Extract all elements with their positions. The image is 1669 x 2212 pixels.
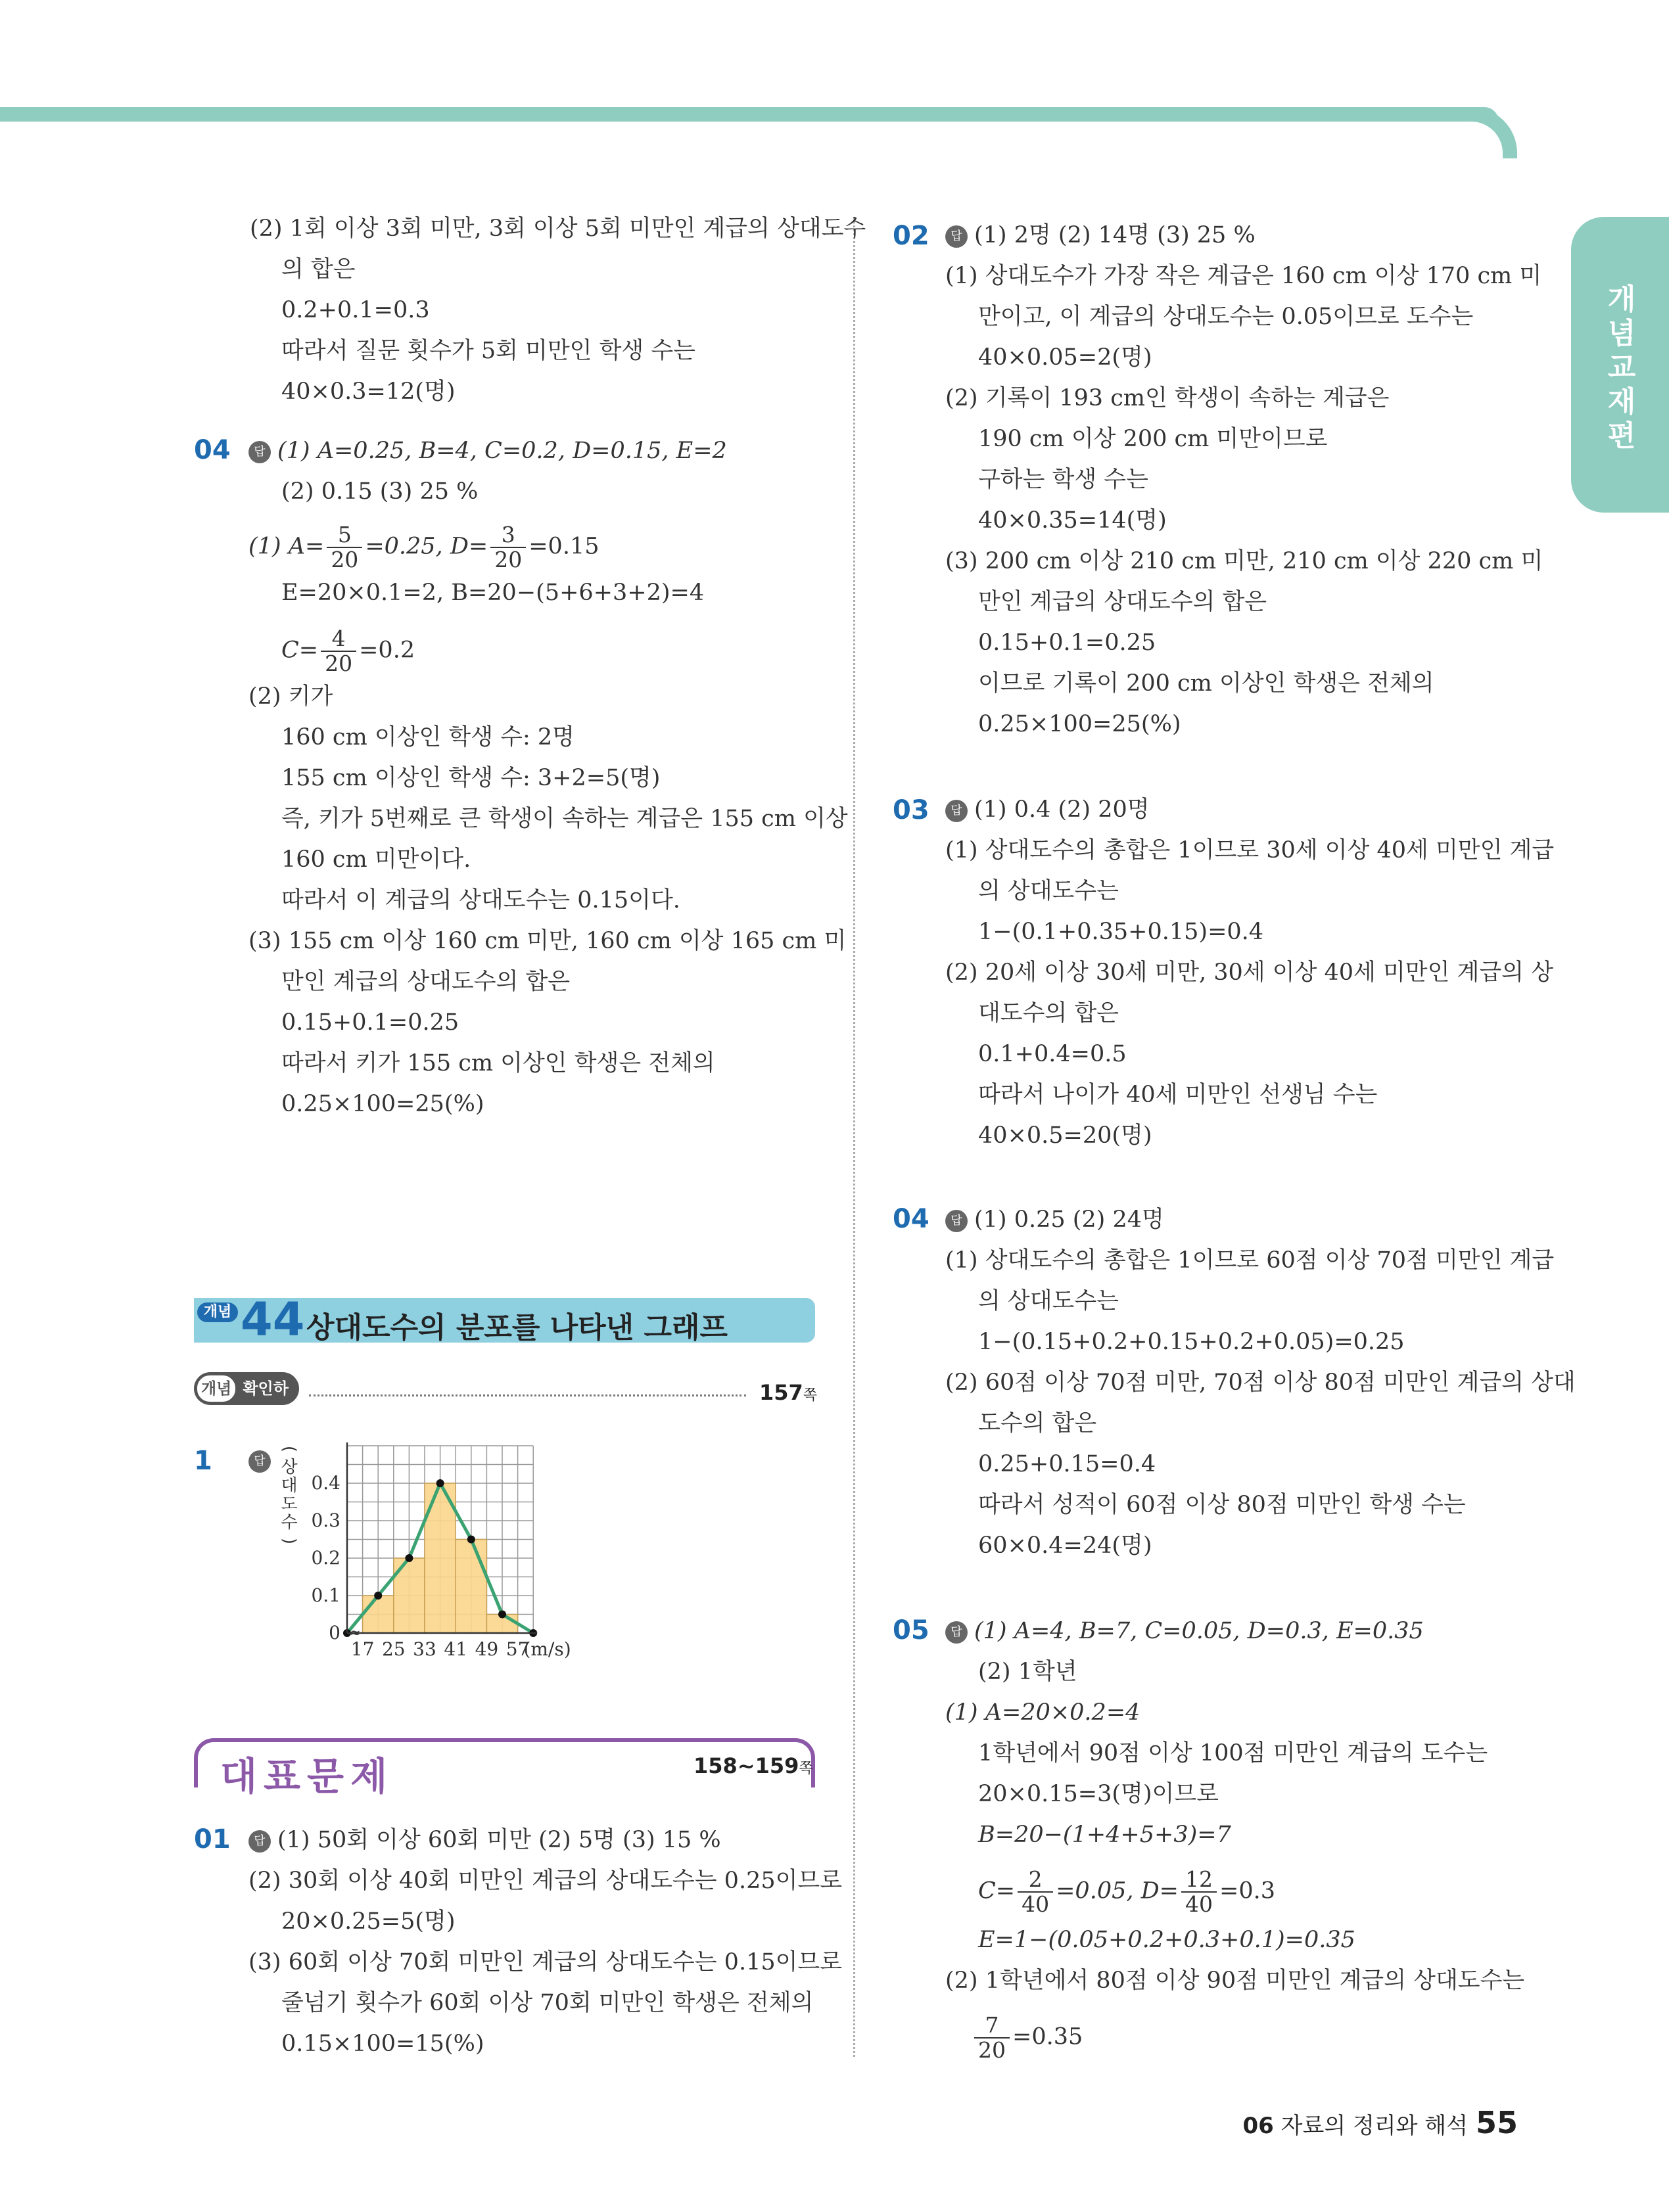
answer-icon: 답 [248, 1450, 271, 1473]
denominator: 40 [1185, 1891, 1213, 1917]
text-line: 따라서 성적이 60점 이상 80점 미만인 학생 수는 [978, 1492, 1466, 1518]
answer-text: (1) 0.4 (2) 20명 [974, 796, 1150, 823]
text-line: 따라서 질문 횟수가 5회 미만인 학생 수는 [281, 338, 695, 364]
text-line: (2) 1회 이상 3회 미만, 3회 이상 5회 미만인 계급의 상대도수 [250, 216, 866, 242]
polygon-point [498, 1611, 506, 1619]
x-tick-label: 57 [505, 1638, 530, 1660]
x-tick-label: 41 [444, 1638, 468, 1660]
section-title: 상대도수의 분포를 나타낸 그래프 [306, 1311, 728, 1345]
page-reference [693, 1753, 813, 1778]
problem-number: 05 [893, 1615, 929, 1646]
chapter-title: 자료의 정리와 해석 [1281, 2113, 1468, 2139]
text-line: (1) 상대도수의 총합은 1이므로 60점 이상 70점 미만인 계급 [945, 1247, 1555, 1274]
numerator: 7 [974, 2014, 1010, 2039]
concept-check-label [194, 1372, 299, 1431]
y-tick-label: 0 [329, 1622, 341, 1644]
side-tab-label: 개념교재편 [1607, 283, 1636, 453]
formula-line [978, 1868, 1275, 1916]
y-axis-label-char: 대 [281, 1476, 298, 1496]
text-line: 의 합은 [281, 256, 356, 283]
relative-frequency-chart [275, 1442, 617, 1666]
text-line: (2) 기록이 193 cm인 학생이 속하는 계급은 [945, 385, 1390, 411]
answer-icon: 답 [945, 1210, 968, 1232]
formula-text: C= [281, 637, 319, 664]
answer-icon: 답 [248, 1830, 271, 1853]
numerator: 3 [490, 523, 526, 548]
formula-text: =0.3 [1219, 1878, 1276, 1904]
text-line: (2) 1학년 [978, 1659, 1077, 1685]
y-axis-label-char: ( [279, 1445, 299, 1453]
formula-line: E=20×0.1=2, B=20−(5+6+3+2)=4 [281, 580, 705, 606]
page-unit: 쪽 [799, 1761, 813, 1777]
answer-line [248, 1446, 277, 1475]
answer-text: (1) 0.25 (2) 24명 [974, 1207, 1164, 1233]
formula-text: =0.05, D= [1056, 1878, 1179, 1904]
section-number: 44 [241, 1293, 305, 1347]
page-number: 55 [1475, 2105, 1518, 2140]
fraction [327, 523, 362, 572]
axis-break-mark: ≈ [350, 1624, 361, 1640]
text-line: (2) 30회 이상 40회 미만인 계급의 상대도수는 0.25이므로 [248, 1868, 843, 1894]
text-line: B=20−(1+4+5+3)=7 [978, 1822, 1231, 1848]
denominator: 20 [325, 651, 353, 676]
text-line: 20×0.15=3(명)이므로 [978, 1781, 1219, 1807]
histogram-bar [363, 1596, 394, 1633]
answer-icon: 답 [945, 800, 968, 822]
answer-icon: 답 [945, 225, 968, 248]
text-line: 0.25+0.15=0.4 [978, 1451, 1156, 1477]
text-line: 0.15×100=15(%) [281, 2031, 484, 2057]
text-line: (2) 60점 이상 70점 미만, 70점 이상 80점 미만인 계급의 상대 [945, 1370, 1576, 1396]
y-axis-label-char: 수 [281, 1513, 298, 1532]
text-line: 1−(0.1+0.35+0.15)=0.4 [978, 919, 1264, 945]
text-line: (2) 1학년에서 80점 이상 90점 미만인 계급의 상대도수는 [945, 1968, 1525, 1994]
x-tick-label: 17 [350, 1638, 375, 1660]
top-decoration-bar [0, 107, 1499, 122]
fraction [974, 2014, 1010, 2062]
text-line: 0.2+0.1=0.3 [281, 297, 430, 323]
formula-text: =0.25, D= [365, 533, 488, 560]
answer-line [248, 436, 727, 465]
page-reference [759, 1380, 817, 1405]
y-tick-label: 0.2 [311, 1547, 341, 1569]
problem-number: 02 [893, 221, 929, 251]
text-line: 도수의 합은 [978, 1410, 1097, 1437]
y-tick-label: 0.3 [311, 1509, 341, 1531]
denominator: 20 [978, 2037, 1006, 2063]
polygon-point [374, 1592, 382, 1600]
text-line: 의 상대도수는 [978, 878, 1119, 904]
y-tick-label: 0.4 [311, 1472, 341, 1494]
page-unit: 쪽 [803, 1387, 818, 1404]
y-axis-label-char: ) [279, 1537, 299, 1545]
answer-text: (1) 2명 (2) 14명 (3) 25 % [974, 222, 1256, 248]
denominator: 20 [331, 547, 359, 572]
formula-line [972, 2014, 1083, 2062]
text-line: (3) 200 cm 이상 210 cm 미만, 210 cm 이상 220 cm 미 [945, 548, 1543, 574]
numerator: 5 [327, 523, 362, 548]
x-tick-label: 49 [475, 1638, 499, 1660]
text-line: 40×0.35=14(명) [978, 507, 1167, 534]
formula-line: E=1−(0.05+0.2+0.3+0.1)=0.35 [978, 1927, 1355, 1953]
problem-number: 04 [893, 1204, 929, 1234]
polygon-point [436, 1479, 444, 1487]
answer-line [945, 1617, 1424, 1646]
answer-line [248, 1826, 721, 1855]
text-line: (1) A=20×0.2=4 [945, 1699, 1140, 1726]
fraction [490, 523, 526, 572]
histogram-bar [456, 1540, 486, 1634]
formula-line [248, 523, 599, 572]
concept-label: 개념 [195, 1373, 237, 1404]
text-line: 따라서 이 계급의 상대도수는 0.15이다. [281, 887, 680, 913]
text-line: (1) 상대도수가 가장 작은 계급은 160 cm 이상 170 cm 미 [945, 263, 1542, 289]
problem-number: 01 [194, 1824, 231, 1855]
formula-line [281, 627, 415, 676]
formula-text: =0.15 [529, 533, 599, 560]
column-divider [853, 217, 855, 2057]
formula-text: (1) A= [248, 533, 325, 560]
answer-line: (2) 0.15 (3) 25 % [281, 478, 479, 505]
text-line: (3) 60회 이상 70회 미만인 계급의 상대도수는 0.15이므로 [248, 1949, 843, 1975]
text-line: 따라서 나이가 40세 미만인 선생님 수는 [978, 1082, 1378, 1108]
text-line: 160 cm 이상인 학생 수: 2명 [281, 724, 575, 750]
text-line: 40×0.3=12(명) [281, 379, 456, 405]
text-line: 줄넘기 횟수가 60회 이상 70회 미만인 학생은 전체의 [281, 1990, 814, 2016]
denominator: 20 [494, 547, 523, 572]
answer-line [945, 795, 1150, 824]
fraction [1181, 1868, 1217, 1916]
answer-line [945, 221, 1256, 250]
text-line: 대도수의 합은 [978, 1000, 1119, 1026]
text-line: 만이고, 이 계급의 상대도수는 0.05이므로 도수는 [978, 304, 1474, 330]
problem-number: 04 [194, 435, 231, 465]
text-line: 0.25×100=25(%) [281, 1091, 484, 1117]
chapter-number: 06 [1242, 2113, 1274, 2139]
formula-text: =0.2 [359, 637, 415, 664]
section-badge: 개념 [197, 1302, 238, 1322]
problem-number: 1 [194, 1446, 212, 1476]
representative-problems-title: 대표문제 [220, 1754, 394, 1799]
text-line: (3) 155 cm 이상 160 cm 미만, 160 cm 이상 165 cm 미 [248, 928, 847, 954]
numerator: 2 [1018, 1868, 1053, 1893]
top-decoration-curve [1461, 107, 1517, 158]
formula-text: C= [978, 1878, 1016, 1904]
text-line: 60×0.4=24(명) [978, 1532, 1152, 1559]
polygon-point [405, 1554, 413, 1562]
answer-text: (1) A=4, B=7, C=0.05, D=0.3, E=0.35 [974, 1618, 1424, 1644]
x-axis-label: (m/s) [523, 1638, 571, 1660]
text-line: 만인 계급의 상대도수의 합은 [978, 589, 1267, 615]
x-tick-label: 33 [413, 1638, 436, 1660]
answer-text: (1) A=0.25, B=4, C=0.2, D=0.15, E=2 [277, 438, 727, 464]
answer-icon: 답 [945, 1621, 968, 1644]
text-line: 155 cm 이상인 학생 수: 3+2=5(명) [281, 765, 661, 791]
answer-text: (1) 50회 이상 60회 미만 (2) 5명 (3) 15 % [277, 1827, 721, 1853]
text-line: 의 상대도수는 [978, 1288, 1119, 1314]
text-line: 20×0.25=5(명) [281, 1908, 456, 1935]
answer-line [945, 1205, 1164, 1234]
text-line: 0.25×100=25(%) [978, 711, 1181, 737]
text-line: 1학년에서 90점 이상 100점 미만인 계급의 도수는 [978, 1740, 1488, 1766]
text-line: 0.15+0.1=0.25 [281, 1009, 459, 1036]
x-tick-label: 25 [381, 1638, 406, 1660]
problem-number: 03 [893, 795, 929, 825]
numerator: 12 [1181, 1868, 1217, 1893]
text-line: 만인 계급의 상대도수의 합은 [281, 969, 571, 995]
y-tick-label: 0.1 [311, 1584, 341, 1606]
page-range: 158~159 [693, 1753, 799, 1778]
text-line: (1) 상대도수의 총합은 1이므로 30세 이상 40세 미만인 계급 [945, 837, 1555, 864]
fraction [1018, 1868, 1053, 1916]
text-line: 160 cm 미만이다. [281, 846, 471, 873]
answer-icon: 답 [248, 441, 271, 463]
text-line: 0.1+0.4=0.5 [978, 1041, 1127, 1067]
y-axis-label-char: 상 [281, 1458, 298, 1477]
text-line: 40×0.05=2(명) [978, 344, 1152, 371]
page-footer [1242, 2105, 1518, 2140]
text-line: 190 cm 이상 200 cm 미만이므로 [978, 426, 1328, 452]
polygon-point [467, 1536, 475, 1544]
check-label: 확인하기 [194, 1379, 289, 1431]
text-line: (2) 키가 [248, 683, 333, 710]
text-line: 0.15+0.1=0.25 [978, 630, 1156, 656]
numerator: 4 [321, 627, 356, 652]
text-line: (2) 20세 이상 30세 미만, 30세 이상 40세 미만인 계급의 상 [945, 959, 1553, 986]
text-line: 1−(0.15+0.2+0.15+0.2+0.05)=0.25 [978, 1329, 1405, 1355]
text-line: 즉, 키가 5번째로 큰 학생이 속하는 계급은 155 cm 이상 [281, 806, 848, 832]
text-line: 구하는 학생 수는 [978, 467, 1148, 493]
denominator: 40 [1022, 1891, 1050, 1917]
fraction [321, 627, 356, 676]
text-line: 따라서 키가 155 cm 이상인 학생은 전체의 [281, 1050, 715, 1076]
dotted-leader [309, 1394, 746, 1396]
y-axis-label-char: 도 [281, 1494, 298, 1514]
text-line: 이므로 기록이 200 cm 이상인 학생은 전체의 [978, 670, 1434, 697]
text-line: 40×0.5=20(명) [978, 1122, 1152, 1149]
page-number: 157 [759, 1380, 803, 1405]
formula-text: =0.35 [1012, 2023, 1083, 2050]
